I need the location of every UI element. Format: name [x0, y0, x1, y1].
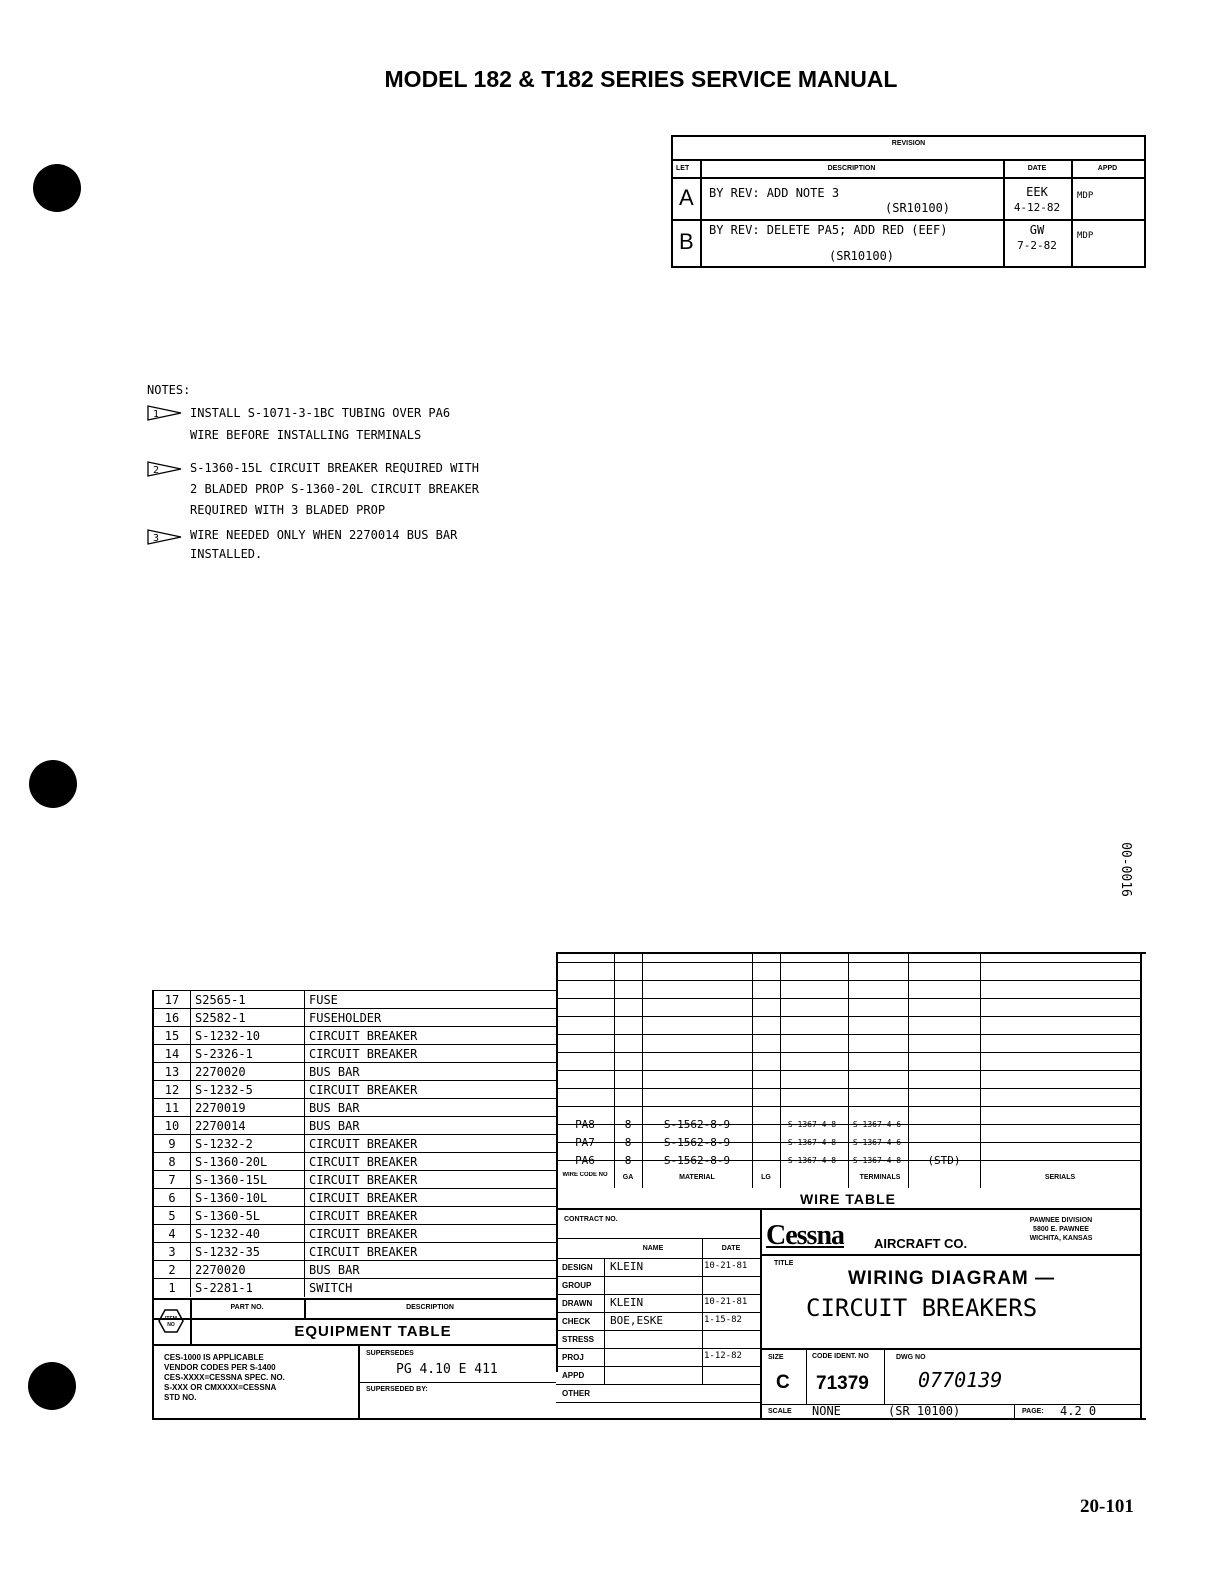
- equipment-part-no: 2270020: [190, 1261, 304, 1279]
- equipment-part-no: S-1360-5L: [190, 1207, 304, 1225]
- note-1-line-2: WIRE BEFORE INSTALLING TERMINALS: [190, 428, 422, 442]
- equipment-description: CIRCUIT BREAKER: [304, 1027, 556, 1045]
- page-number: 20-101: [1080, 1496, 1134, 1517]
- ces-note-line-4: S-XXX OR CMXXXX=CESSNA: [164, 1383, 277, 1392]
- wire-gauge: 8: [624, 1118, 632, 1131]
- equipment-row: [152, 1170, 556, 1189]
- equipment-item-no: 2: [152, 1261, 190, 1279]
- equipment-row: [152, 1098, 556, 1117]
- title-block: [556, 1208, 1140, 1418]
- svg-text:NO: NO: [167, 1322, 175, 1328]
- equipment-part-no: 2270014: [190, 1117, 304, 1135]
- superseded-by-label: SUPERSEDED BY:: [366, 1386, 428, 1393]
- division-line-1: PAWNEE DIVISION: [1029, 1217, 1093, 1224]
- revision-b-date: 7-2-82: [1017, 239, 1057, 252]
- equipment-item-no: 6: [152, 1189, 190, 1207]
- dwg-value: 0770139: [918, 1368, 1003, 1392]
- note-3-line-1: WIRE NEEDED ONLY WHEN 2270014 BUS BAR: [190, 528, 458, 542]
- revision-b-date-initials: GW: [1029, 223, 1045, 237]
- wire-length: [752, 1116, 780, 1134]
- title-role-label: DESIGN: [562, 1263, 593, 1272]
- equipment-row: [152, 1008, 556, 1027]
- equipment-row: [152, 1260, 556, 1279]
- equipment-description: CIRCUIT BREAKER: [304, 1207, 556, 1225]
- drawing-title-2: CIRCUIT BREAKERS: [806, 1294, 1038, 1322]
- title-role-date: 10-21-81: [704, 1297, 748, 1307]
- ces-note-line-2: VENDOR CODES PER S-1400: [164, 1363, 276, 1372]
- wire-gauge: 8: [624, 1154, 632, 1167]
- equipment-part-no: S-1232-5: [190, 1081, 304, 1099]
- note-2: [147, 458, 479, 521]
- equipment-row: [152, 1224, 556, 1243]
- equipment-description: CIRCUIT BREAKER: [304, 1171, 556, 1189]
- revision-b-description-ref: (SR10100): [829, 249, 895, 263]
- svg-text:1: 1: [153, 409, 160, 420]
- scale-value: NONE: [812, 1404, 841, 1418]
- scale-label: SCALE: [768, 1408, 792, 1415]
- revision-heading: REVISION: [891, 140, 926, 147]
- revision-col-appd: APPD: [1097, 165, 1118, 172]
- size-label: SIZE: [768, 1354, 784, 1361]
- title-role-label: OTHER: [562, 1389, 590, 1398]
- equipment-part-no: S-2281-1: [190, 1279, 304, 1297]
- wire-code: PA6: [575, 1154, 595, 1167]
- equipment-description: CIRCUIT BREAKER: [304, 1189, 556, 1207]
- code-label: CODE IDENT. NO: [812, 1353, 869, 1360]
- equipment-item-no: 17: [152, 991, 190, 1009]
- equipment-description: BUS BAR: [304, 1099, 556, 1117]
- wire-serials: (STD): [927, 1154, 961, 1167]
- equipment-header: [152, 1298, 556, 1346]
- size-value: C: [776, 1372, 790, 1393]
- side-reference: 00-0016: [1117, 842, 1133, 897]
- wire-row: [556, 1152, 1140, 1170]
- equipment-part-no: S-1232-2: [190, 1135, 304, 1153]
- equipment-description: CIRCUIT BREAKER: [304, 1243, 556, 1261]
- equipment-item-no: 12: [152, 1081, 190, 1099]
- equipment-item-no: 4: [152, 1225, 190, 1243]
- binder-hole-middle: [29, 760, 77, 808]
- wire-col-serials: SERIALS: [1044, 1174, 1076, 1181]
- wire-terminal-2: S-1367-4-6: [852, 1120, 902, 1129]
- date-col-label: DATE: [721, 1245, 741, 1252]
- wire-row: [556, 1116, 1140, 1134]
- equipment-description: CIRCUIT BREAKER: [304, 1081, 556, 1099]
- ces-note-line-5: STD NO.: [164, 1393, 197, 1402]
- equipment-item-no: 5: [152, 1207, 190, 1225]
- revision-col-description: DESCRIPTION: [827, 165, 876, 172]
- title-role-label: CHECK: [562, 1317, 591, 1326]
- wire-col-material: MATERIAL: [679, 1174, 715, 1181]
- wire-header-row: [556, 1170, 1140, 1188]
- note-2-line-1: S-1360-15L CIRCUIT BREAKER REQUIRED WITH: [190, 461, 479, 475]
- ces-block: [152, 1346, 556, 1418]
- equipment-part-no: S-1360-20L: [190, 1153, 304, 1171]
- equipment-row: [152, 1188, 556, 1207]
- title-role-name: KLEIN: [610, 1260, 644, 1273]
- equipment-description: BUS BAR: [304, 1261, 556, 1279]
- equipment-item-no: 10: [152, 1117, 190, 1135]
- revision-col-date: DATE: [1027, 165, 1047, 172]
- equipment-table-title: EQUIPMENT TABLE: [294, 1323, 452, 1340]
- equipment-row: [152, 1134, 556, 1153]
- equipment-description: FUSE: [304, 991, 556, 1009]
- wire-material: S-1562-8-9: [663, 1136, 731, 1149]
- revision-a-letter: A: [679, 185, 694, 210]
- equipment-part-no: S-1360-10L: [190, 1189, 304, 1207]
- equipment-description: CIRCUIT BREAKER: [304, 1153, 556, 1171]
- sr-reference: (SR 10100): [888, 1404, 961, 1418]
- name-col-label: NAME: [642, 1245, 664, 1252]
- wire-table-title: WIRE TABLE: [799, 1191, 897, 1207]
- note-flag-2-icon: [147, 460, 183, 478]
- note-flag-1-icon: [147, 404, 183, 422]
- wire-row: [556, 1134, 1140, 1152]
- title-role-date: 1-15-82: [704, 1315, 742, 1325]
- wire-col-ga: GA: [622, 1174, 634, 1181]
- equipment-item-no: 8: [152, 1153, 190, 1171]
- binder-hole-bottom: [28, 1362, 76, 1410]
- equipment-row: [152, 1278, 556, 1297]
- equipment-description: SWITCH: [304, 1279, 556, 1297]
- division-line-2: 5800 E. PAWNEE: [1033, 1226, 1089, 1233]
- title-role-label: GROUP: [562, 1281, 592, 1290]
- equipment-row: [152, 1026, 556, 1045]
- note-2-line-3: REQUIRED WITH 3 BLADED PROP: [190, 503, 386, 517]
- equipment-description: CIRCUIT BREAKER: [304, 1225, 556, 1243]
- wire-serials: [908, 1116, 980, 1134]
- dwg-label: DWG NO: [896, 1354, 926, 1361]
- wire-code: PA8: [575, 1118, 595, 1131]
- title-role-label: APPD: [562, 1371, 585, 1380]
- wire-terminal-2: S-1367-4-8: [852, 1156, 902, 1165]
- equipment-part-no: S-2326-1: [190, 1045, 304, 1063]
- ces-note-line-1: CES-1000 IS APPLICABLE: [164, 1353, 264, 1362]
- notes-label: NOTES:: [147, 383, 191, 397]
- wire-terminal-1: S-1367-4-8: [787, 1138, 837, 1147]
- equipment-row: [152, 1116, 556, 1135]
- cessna-logo: Cessna: [766, 1220, 845, 1251]
- equipment-description: CIRCUIT BREAKER: [304, 1135, 556, 1153]
- equipment-item-no: 1: [152, 1279, 190, 1297]
- revision-b-description: BY REV: DELETE PA5; ADD RED (EEF): [709, 223, 948, 237]
- item-no-hex-icon: [158, 1308, 184, 1334]
- equipment-part-no: S2582-1: [190, 1009, 304, 1027]
- wire-col-terminals: TERMINALS: [859, 1174, 901, 1181]
- note-1: [147, 402, 450, 446]
- equipment-col-part: PART NO.: [230, 1304, 264, 1311]
- equipment-part-no: S-1232-35: [190, 1243, 304, 1261]
- equipment-row: [152, 1044, 556, 1063]
- equipment-part-no: S2565-1: [190, 991, 304, 1009]
- equipment-item-no: 15: [152, 1027, 190, 1045]
- equipment-part-no: S-1232-10: [190, 1027, 304, 1045]
- equipment-item-no: 11: [152, 1099, 190, 1117]
- revision-b-letter: B: [679, 229, 694, 254]
- title-role-label: DRAWN: [562, 1299, 593, 1308]
- title-label: TITLE: [774, 1260, 794, 1267]
- note-3-line-2: INSTALLED.: [190, 547, 263, 561]
- equipment-description: FUSEHOLDER: [304, 1009, 556, 1027]
- title-role-date: 10-21-81: [704, 1261, 748, 1271]
- page-value: 4.2 0: [1060, 1404, 1097, 1418]
- note-3: [147, 526, 457, 564]
- wire-material: S-1562-8-9: [663, 1154, 731, 1167]
- revision-col-let: LET: [676, 165, 690, 172]
- page-label: PAGE:: [1022, 1408, 1044, 1415]
- ces-note-line-3: CES-XXXX=CESSNA SPEC. NO.: [164, 1373, 285, 1382]
- equipment-row: [152, 1242, 556, 1261]
- title-role-label: PROJ: [562, 1353, 584, 1362]
- equipment-item-no: 13: [152, 1063, 190, 1081]
- svg-text:2: 2: [153, 465, 160, 476]
- page-title: MODEL 182 & T182 SERIES SERVICE MANUAL: [384, 66, 898, 92]
- revision-b-approval: MDP: [1077, 231, 1094, 241]
- wire-length: [752, 1134, 780, 1152]
- equipment-row: [152, 1062, 556, 1081]
- equipment-description: CIRCUIT BREAKER: [304, 1045, 556, 1063]
- wire-terminal-1: S-1367-4-8: [787, 1120, 837, 1129]
- equipment-description: BUS BAR: [304, 1063, 556, 1081]
- equipment-row: [152, 990, 556, 1009]
- title-role-label: STRESS: [562, 1335, 595, 1344]
- note-1-line-1: INSTALL S-1071-3-1BC TUBING OVER PA6: [190, 406, 451, 420]
- revision-a-date-initials: EEK: [1026, 185, 1048, 199]
- wire-length: [752, 1152, 780, 1170]
- wire-gauge: 8: [624, 1136, 632, 1149]
- equipment-row: [152, 1152, 556, 1171]
- wire-col-code: WIRE CODE NO: [562, 1172, 608, 1178]
- supersedes-label: SUPERSEDES: [366, 1350, 414, 1357]
- company-name: AIRCRAFT CO.: [874, 1236, 968, 1251]
- equipment-part-no: S-1360-15L: [190, 1171, 304, 1189]
- code-value: 71379: [816, 1373, 869, 1394]
- revision-a-description: BY REV: ADD NOTE 3: [709, 186, 840, 200]
- svg-text:3: 3: [153, 533, 160, 544]
- binder-hole-top: [33, 164, 81, 212]
- wire-col-lg: LG: [761, 1174, 771, 1181]
- note-flag-3-icon: [147, 528, 183, 546]
- revision-block: [671, 135, 1146, 268]
- wire-serials: [908, 1134, 980, 1152]
- equipment-part-no: 2270020: [190, 1063, 304, 1081]
- revision-a-date: 4-12-82: [1013, 201, 1061, 214]
- svg-text:ITEM: ITEM: [165, 1316, 177, 1322]
- drawing-title-1: WIRING DIAGRAM —: [848, 1268, 1056, 1289]
- revision-a-description-ref: (SR10100): [885, 201, 951, 215]
- equipment-item-no: 7: [152, 1171, 190, 1189]
- equipment-item-no: 14: [152, 1045, 190, 1063]
- title-role-name: BOE,ESKE: [610, 1314, 663, 1327]
- equipment-part-no: S-1232-40: [190, 1225, 304, 1243]
- wire-code: PA7: [575, 1136, 595, 1149]
- equipment-col-description: DESCRIPTION: [406, 1304, 454, 1311]
- wire-terminal-2: S-1367-4-6: [852, 1138, 902, 1147]
- revision-a-approval: MDP: [1077, 191, 1094, 201]
- equipment-row: [152, 1080, 556, 1099]
- wire-terminal-1: S-1367-4-8: [787, 1156, 837, 1165]
- note-2-line-2: 2 BLADED PROP S-1360-20L CIRCUIT BREAKER: [190, 482, 479, 496]
- contract-label: CONTRACT NO.: [564, 1216, 618, 1223]
- equipment-row: [152, 1206, 556, 1225]
- equipment-description: BUS BAR: [304, 1117, 556, 1135]
- equipment-part-no: 2270019: [190, 1099, 304, 1117]
- equipment-item-no: 9: [152, 1135, 190, 1153]
- equipment-item-no: 3: [152, 1243, 190, 1261]
- supersedes-value: PG 4.10 E 411: [396, 1362, 498, 1377]
- wire-material: S-1562-8-9: [663, 1118, 731, 1131]
- title-role-date: 1-12-82: [704, 1351, 742, 1361]
- equipment-item-no: 16: [152, 1009, 190, 1027]
- title-role-name: KLEIN: [610, 1296, 644, 1309]
- division-line-3: WICHITA, KANSAS: [1029, 1235, 1093, 1242]
